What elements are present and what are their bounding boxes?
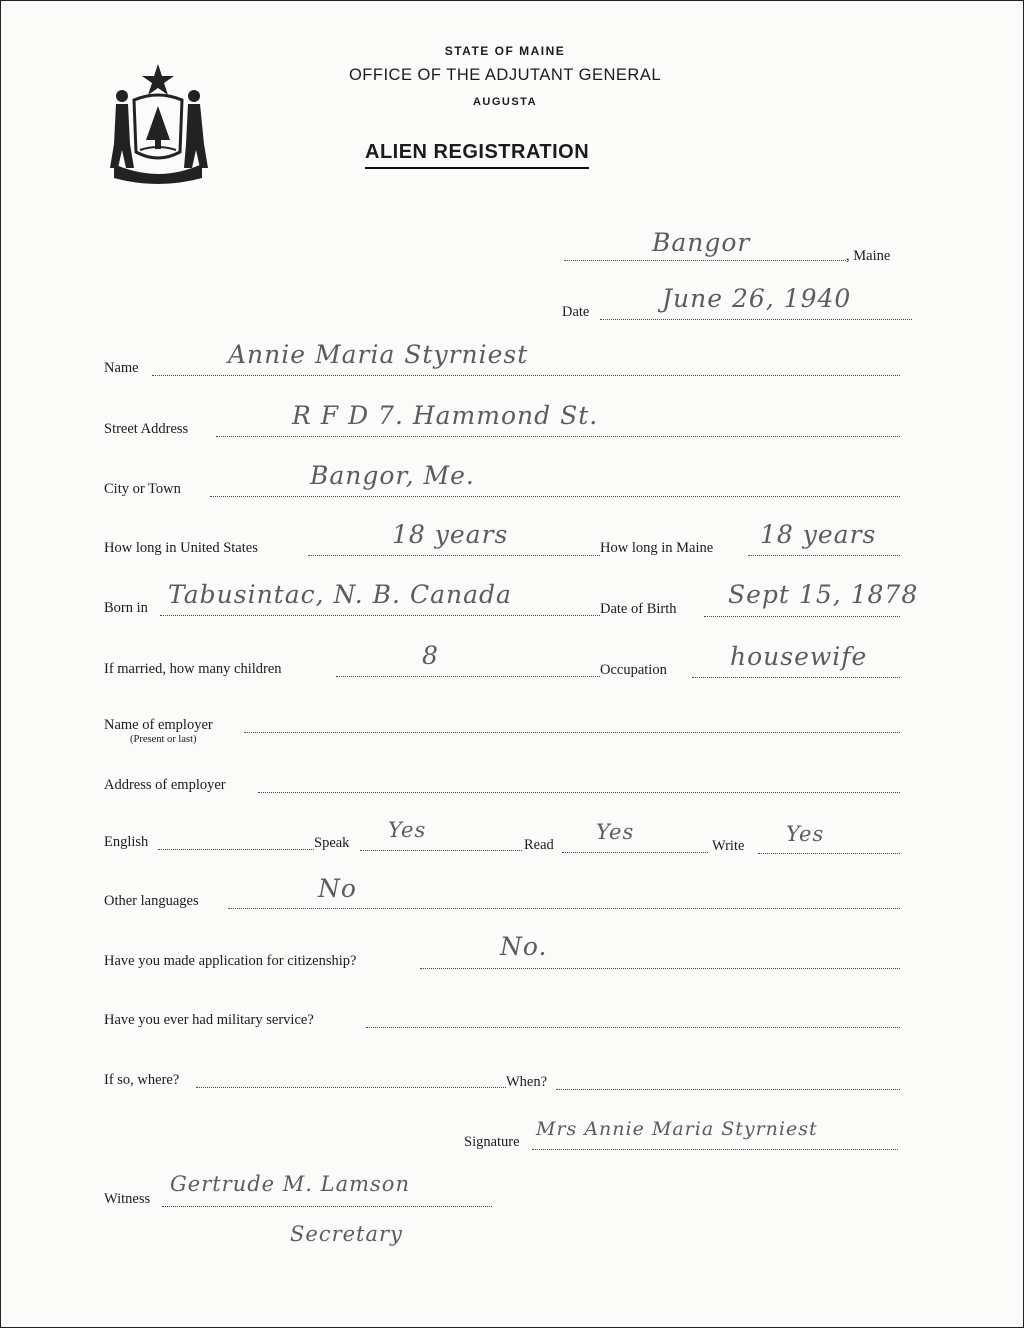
signature-line — [532, 1149, 898, 1150]
us-years-label: How long in United States — [104, 540, 258, 556]
children-label: If married, how many children — [104, 661, 282, 677]
military-line — [366, 1027, 900, 1028]
citizenship-value: No. — [500, 932, 548, 961]
occupation-label: Occupation — [600, 662, 667, 678]
name-value: Annie Maria Styrniest — [228, 340, 529, 369]
speak-value: Yes — [388, 818, 427, 842]
maine-years-value: 18 years — [760, 520, 877, 549]
form-title: ALIEN REGISTRATION — [365, 141, 589, 169]
date-value: June 26, 1940 — [662, 284, 852, 313]
when-line — [556, 1089, 900, 1090]
us-years-line — [308, 555, 600, 556]
dob-label: Date of Birth — [600, 601, 677, 617]
other-languages-label: Other languages — [104, 893, 199, 909]
name-label: Name — [104, 360, 139, 376]
dob-line — [704, 616, 900, 617]
city-line — [210, 496, 900, 497]
witness-line — [162, 1206, 492, 1207]
born-value: Tabusintac, N. B. Canada — [168, 580, 512, 609]
born-label: Born in — [104, 600, 148, 616]
name-line — [152, 375, 900, 376]
other-languages-value: No — [318, 874, 357, 903]
citizenship-line — [420, 968, 900, 969]
dob-value: Sept 15, 1878 — [728, 580, 919, 609]
born-line — [160, 615, 600, 616]
english-line — [158, 849, 314, 850]
street-value: R F D 7. Hammond St. — [292, 401, 599, 430]
children-line — [336, 676, 600, 677]
witness-title: Secretary — [290, 1222, 403, 1246]
employer-label: Name of employer — [104, 717, 213, 733]
header-office: OFFICE OF THE ADJUTANT GENERAL — [348, 66, 662, 84]
us-years-value: 18 years — [392, 520, 509, 549]
when-label: When? — [506, 1074, 548, 1090]
employer-address-label: Address of employer — [104, 777, 226, 793]
occupation-line — [692, 677, 900, 678]
where-line — [196, 1087, 506, 1088]
street-line — [216, 436, 900, 437]
children-value: 8 — [422, 641, 439, 670]
date-line — [600, 319, 912, 320]
read-line — [562, 852, 708, 853]
header-city: AUGUSTA — [472, 96, 538, 108]
witness-label: Witness — [104, 1191, 151, 1207]
date-label: Date — [562, 304, 590, 320]
witness-value: Gertrude M. Lamson — [170, 1172, 410, 1196]
citizenship-label: Have you made application for citizenship? — [104, 953, 357, 969]
header-state: STATE OF MAINE — [444, 44, 566, 58]
military-label: Have you ever had military service? — [104, 1012, 314, 1028]
city-value: Bangor, Me. — [310, 461, 475, 490]
city-label: City or Town — [104, 481, 181, 497]
place-suffix: , Maine — [846, 248, 891, 264]
other-languages-line — [228, 908, 900, 909]
maine-years-line — [748, 555, 900, 556]
read-label: Read — [524, 837, 554, 853]
signature-label: Signature — [464, 1134, 520, 1150]
maine-years-label: How long in Maine — [600, 540, 714, 556]
write-line — [758, 853, 900, 854]
place-line — [564, 260, 846, 261]
english-label: English — [104, 834, 149, 850]
street-label: Street Address — [104, 421, 189, 437]
read-value: Yes — [596, 820, 635, 844]
signature-value: Mrs Annie Maria Styrniest — [536, 1118, 818, 1140]
place-value: Bangor — [652, 228, 751, 257]
occupation-value: housewife — [730, 642, 868, 671]
speak-line — [360, 850, 522, 851]
employer-sublabel: (Present or last) — [130, 734, 197, 745]
employer-address-line — [258, 792, 900, 793]
where-label: If so, where? — [104, 1072, 180, 1088]
write-value: Yes — [786, 822, 825, 846]
speak-label: Speak — [314, 835, 350, 851]
employer-line — [244, 732, 900, 733]
write-label: Write — [712, 838, 745, 854]
